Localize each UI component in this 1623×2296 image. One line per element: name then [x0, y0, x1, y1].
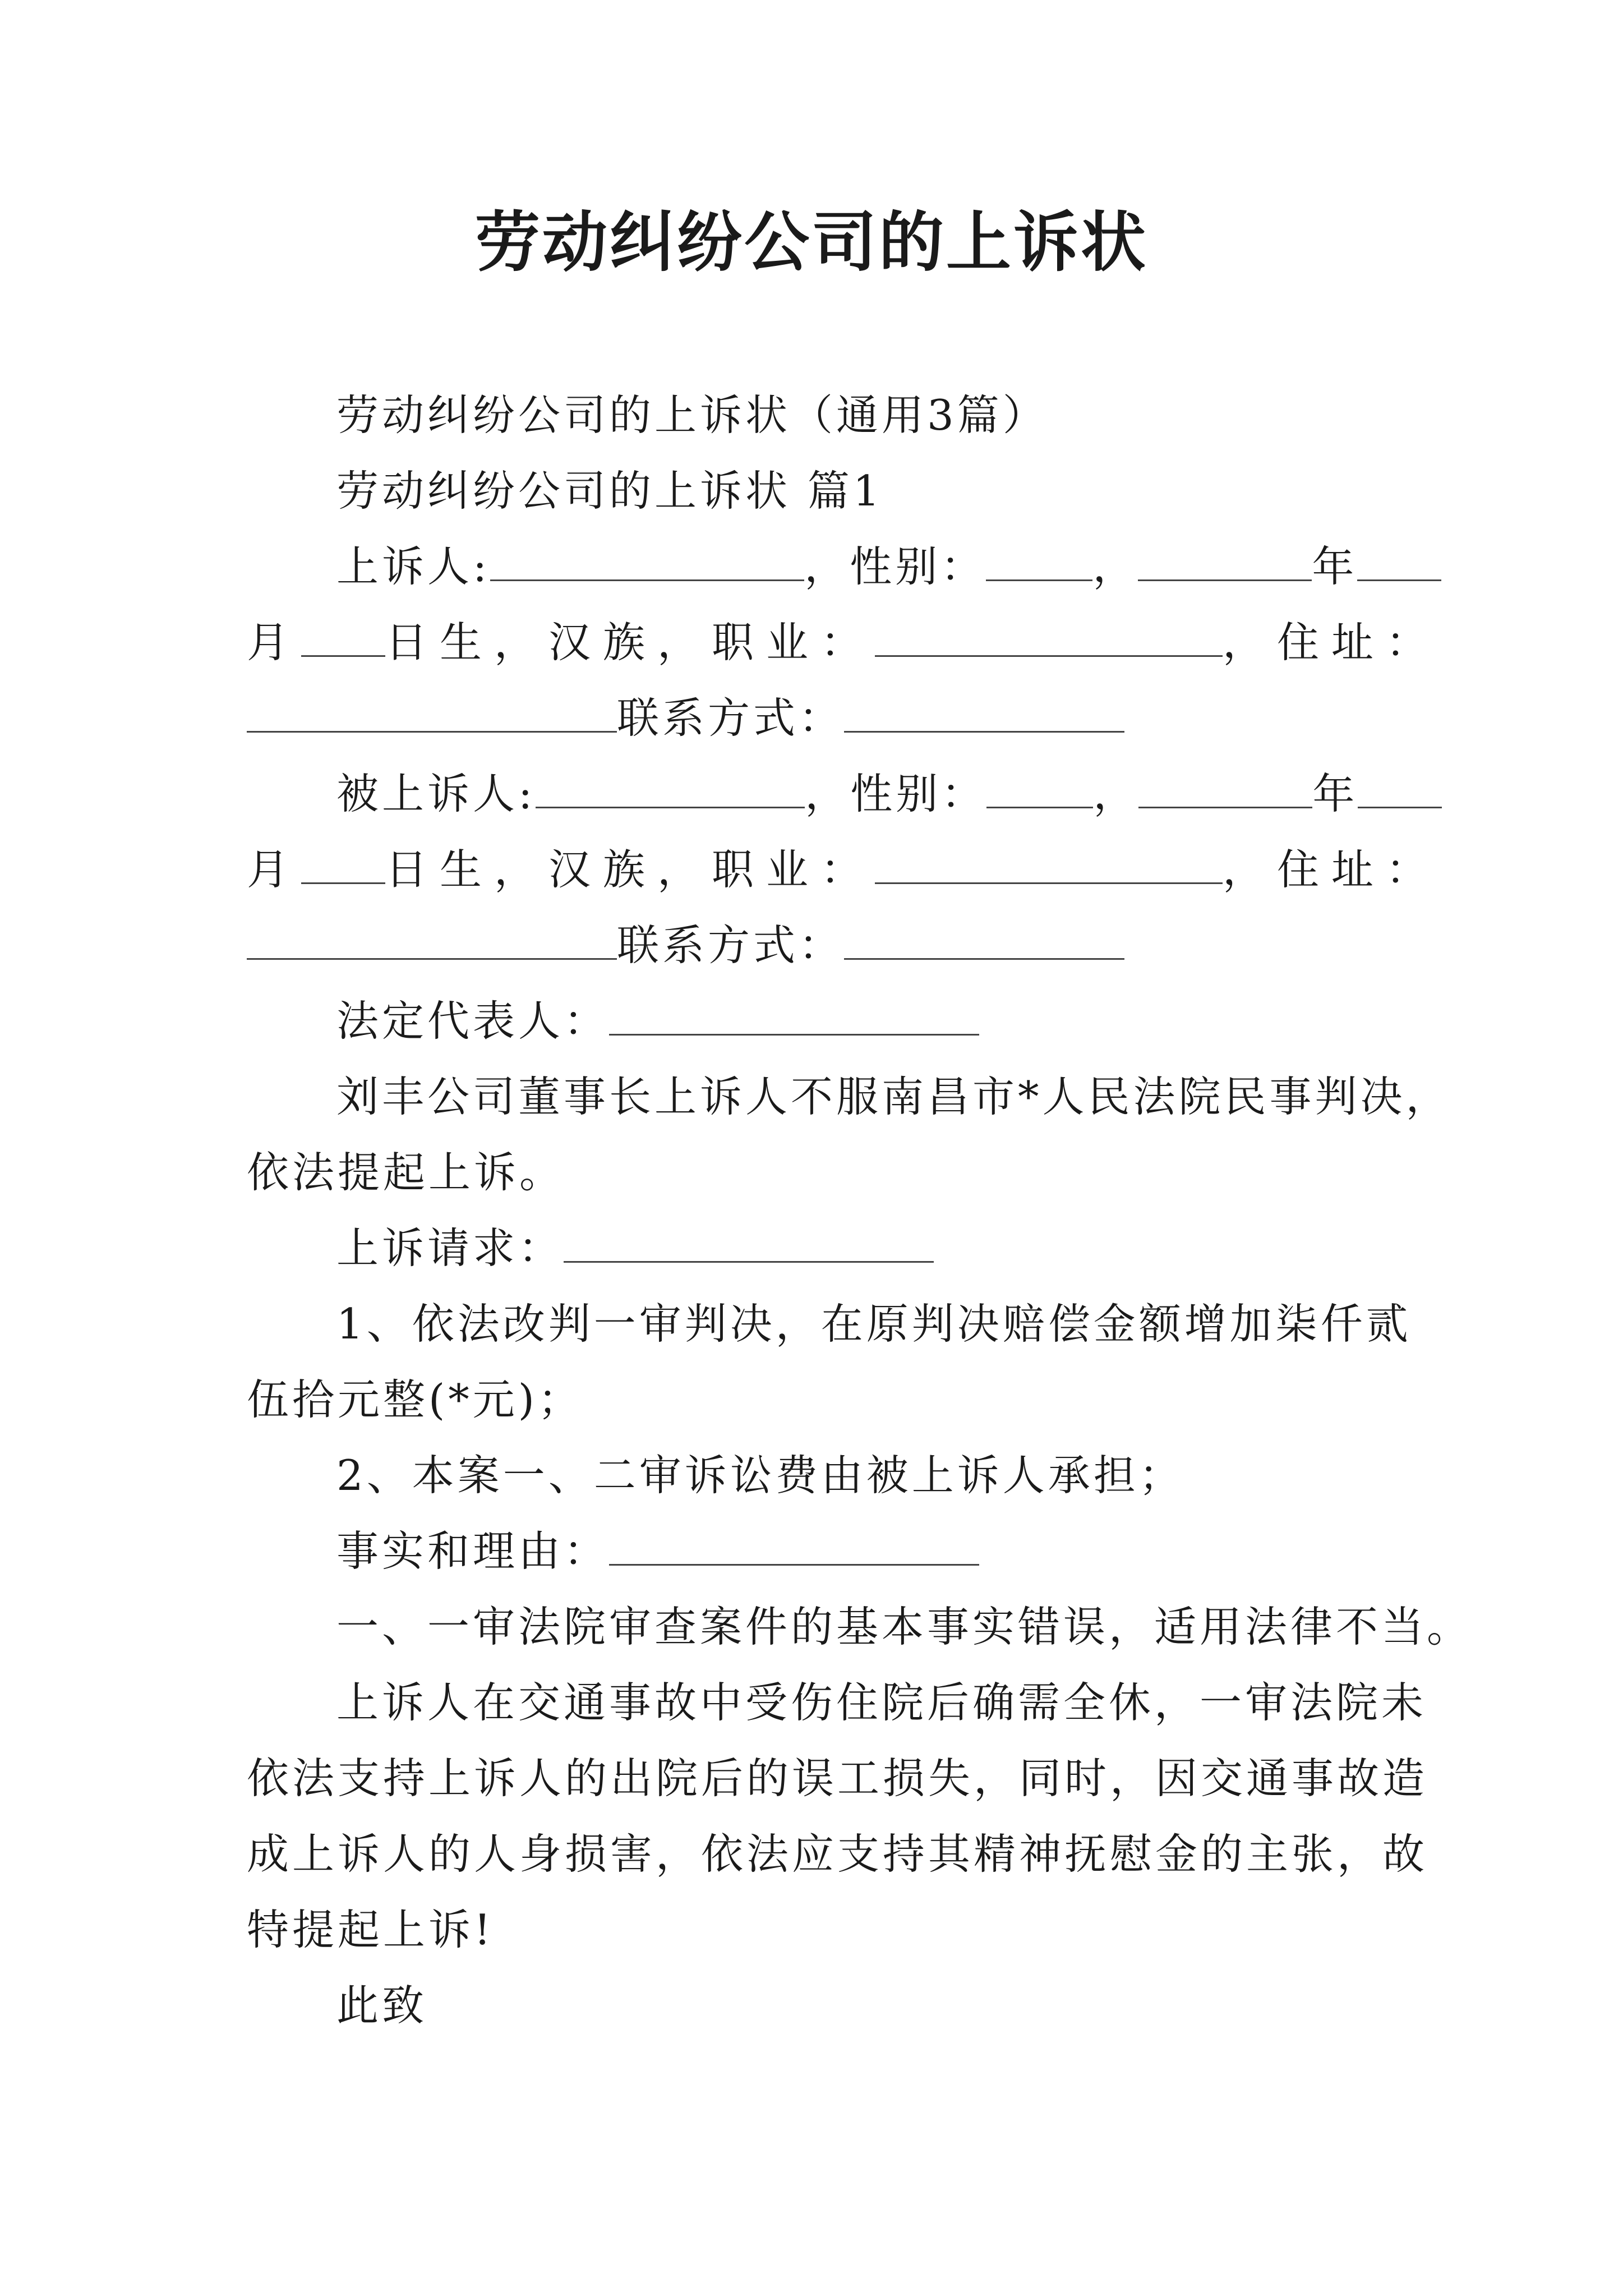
appellee-line-1: 被上诉人: ，性别： ， 年 [336, 766, 1442, 822]
request-blank [564, 1226, 934, 1263]
section-heading: 劳动纠纷公司的上诉状 篇1 [336, 466, 883, 516]
appellee-year-blank [1138, 772, 1312, 808]
facts-line [336, 1523, 979, 1579]
appellee-line-3 [247, 917, 1124, 973]
appellant-gender-label: ，性别： [804, 542, 986, 591]
appellee-year-label: 年 [1312, 769, 1358, 818]
appellant-line-2 [247, 614, 1440, 670]
request-label: 上诉请求： [336, 1223, 564, 1273]
appellant-contact-label: 联系方式： [617, 693, 845, 743]
appellee-job-blank [875, 848, 1223, 884]
appellant-address-label: ，住址： [1223, 618, 1441, 667]
point-1: 一、一审法院审查案件的基本事实错误，适用法律不当。 [336, 1602, 1473, 1651]
legal-rep-blank [609, 999, 979, 1036]
appellee-name-blank [536, 772, 805, 808]
appellee-born-label: 日生，汉族，职业： [385, 845, 875, 894]
appellant-name-blank [490, 545, 804, 581]
intro-line-1: 刘丰公司董事长上诉人不服南昌市*人民法院民事判决， [336, 1072, 1451, 1121]
appellee-month-blank [1358, 772, 1442, 808]
appellant-year-blank [1138, 545, 1312, 581]
facts-blank [609, 1529, 979, 1566]
appellant-contact-blank [844, 696, 1124, 733]
appellant-address-blank [247, 696, 617, 733]
appellee-address-label: ，住址： [1223, 845, 1441, 894]
facts-label: 事实和理由： [336, 1526, 610, 1576]
body-line-3: 成上诉人的人身损害，依法应支持其精神抚慰金的主张，故 [247, 1829, 1428, 1879]
document-title: 劳动纠纷公司的上诉状 [475, 204, 1148, 280]
legal-rep-line [336, 993, 979, 1049]
appellant-job-blank [875, 620, 1223, 657]
body-line-4: 特提起上诉! [247, 1905, 495, 1954]
appellee-address-blank [247, 923, 617, 960]
appellant-gender-blank [986, 545, 1092, 581]
appellee-contact-blank [844, 923, 1124, 960]
appellee-gender-label: ，性别： [805, 769, 987, 818]
appellee-line-2 [247, 841, 1440, 898]
request-1-line-2: 伍拾元整(*元)； [247, 1375, 584, 1424]
appellee-contact-label: 联系方式： [617, 921, 845, 970]
appellee-gender-blank [986, 772, 1093, 808]
document-subtitle: 劳动纠纷公司的上诉状（通用3篇） [336, 390, 1048, 440]
body-line-2: 依法支持上诉人的出院后的误工损失，同时，因交通事故造 [247, 1754, 1428, 1803]
intro-line-2: 依法提起上诉。 [247, 1148, 565, 1197]
request-2: 2、本案一、二审诉讼费由被上诉人承担； [336, 1451, 1184, 1500]
request-1-line-1: 1、依法改判一审判决，在原判决赔偿金额增加柒仟贰 [336, 1299, 1412, 1349]
appellant-month-blank [1357, 545, 1441, 581]
appellant-comma: ， [1092, 542, 1138, 591]
appellee-month-label: 月 [247, 845, 302, 894]
appellant-year-label: 年 [1312, 542, 1358, 591]
appellant-line-1: 上诉人: ，性别： ， 年 [336, 539, 1441, 595]
appellee-day-blank [301, 848, 385, 884]
appellant-label: 上诉人 [336, 542, 473, 591]
body-line-1: 上诉人在交通事故中受伤住院后确需全休，一审法院未 [336, 1678, 1427, 1727]
appellant-line-3 [247, 690, 1124, 746]
appellee-label: 被上诉人 [336, 769, 519, 818]
request-line [336, 1220, 934, 1276]
closing: 此致 [336, 1981, 428, 2030]
appellant-born-label: 日生，汉族，职业： [385, 618, 875, 667]
appellant-day-blank [301, 620, 385, 657]
legal-rep-label: 法定代表人： [336, 996, 610, 1046]
appellant-month-label: 月 [247, 618, 302, 667]
appellee-comma: ， [1093, 769, 1139, 818]
